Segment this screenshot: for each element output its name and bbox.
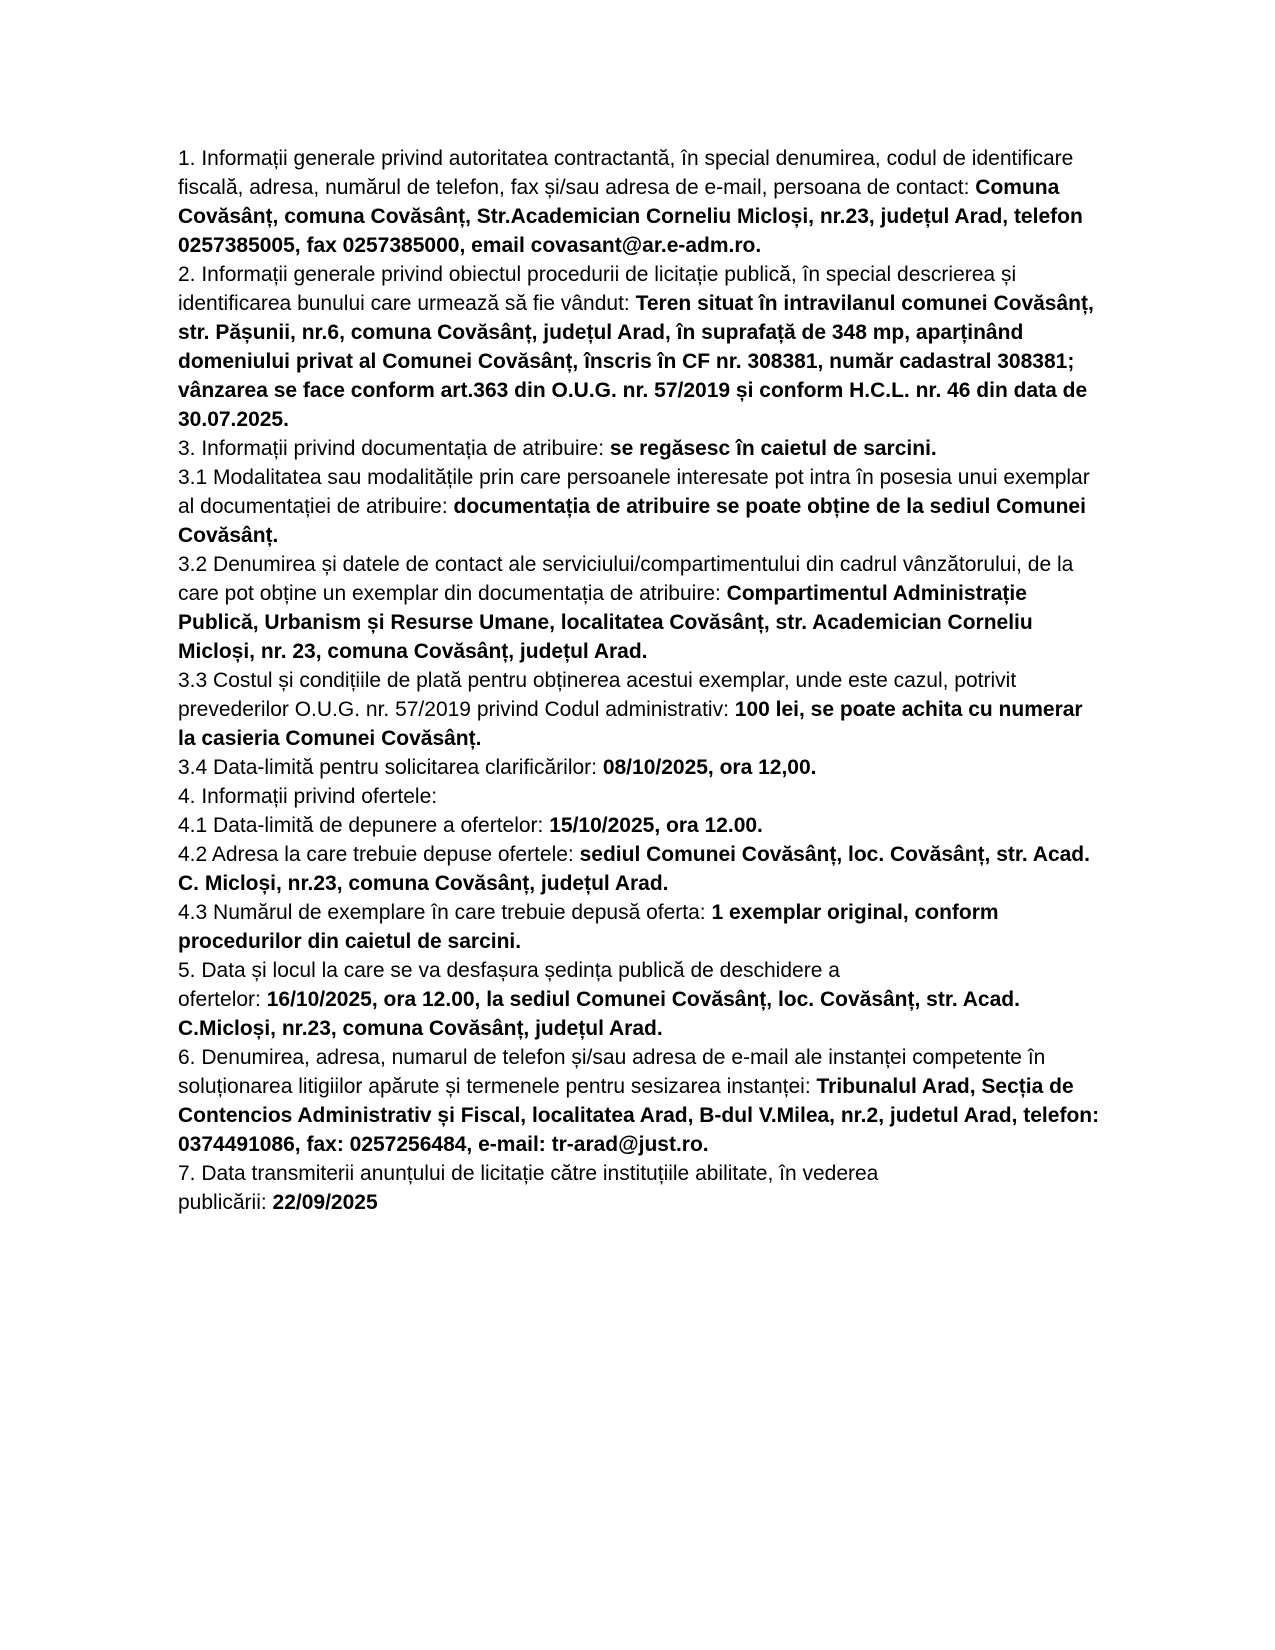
paragraph-item-1-autoritate-contractanta (178, 144, 1103, 260)
text-run: 3. Informații privind documentația de atribuire: (178, 437, 610, 460)
paragraph-item-3-3-cost-plata (178, 666, 1103, 753)
paragraph-item-2-obiect-licitatie (178, 260, 1103, 434)
bold-run: 08/10/2025, ora 12,00. (602, 756, 817, 779)
bold-run: sediul Comunei Covăsânț, loc. Covăsânț, str. Acad. C. Micloși, nr.23, comuna Covăsânț, județul Arad. (178, 843, 1090, 895)
paragraph-item-3-1-modalitate-obtinere (178, 463, 1103, 550)
paragraph-item-4-1-data-limita-depunere (178, 811, 1103, 840)
text-run: 3.1 Modalitatea sau modalitățile prin care persoanele interesate pot intra în posesia unui exemplar al documentației de atribuire: (178, 466, 1090, 518)
paragraph-item-4-3-numar-exemplare (178, 898, 1103, 956)
bold-run: documentația de atribuire se poate obține de la sediul Comunei Covăsânț. (178, 495, 1086, 547)
text-run: 7. Data transmiterii anunțului de licitație către instituțiile abilitate, în vederea (178, 1162, 879, 1185)
text-run: 2. Informații generale privind obiectul procedurii de licitație publică, în special descrierea și identificarea bunului care urmează să fie vândut: (178, 263, 1017, 315)
text-run: 3.3 Costul și condițiile de plată pentru obținerea acestui exemplar, unde este cazul, potrivit prevederilor O.U.G. nr. 57/2019 privind Codul administrativ: (178, 669, 1017, 721)
text-run: publicării: (178, 1191, 273, 1214)
bold-run: Comuna Covăsânț, comuna Covăsânț, Str.Academician Corneliu Micloși, nr.23, județul Arad, telefon 0257385005, fax 0257385000, email covasant@ar.e-adm.ro. (178, 176, 1083, 257)
text-run: 3.4 Data-limită pentru solicitarea clarificărilor: (178, 756, 603, 779)
bold-run: 22/09/2025 (272, 1191, 378, 1214)
bold-run: se regăsesc în caietul de sarcini. (609, 437, 937, 460)
bold-run: 16/10/2025, ora 12.00, la sediul Comunei Covăsânț, loc. Covăsânț, str. Acad. C.Micloși, nr.23, comuna Covăsânț, județul Arad. (178, 988, 1020, 1040)
text-run: 4.2 Adresa la care trebuie depuse ofertele: (178, 843, 580, 866)
paragraph-item-3-4-data-limita-clarificari (178, 753, 1103, 782)
text-run: 6. Denumirea, adresa, numarul de telefon și/sau adresa de e-mail ale instanței competente în soluționarea litigiilor apărute și termenele pentru sesizarea instanței: (178, 1046, 1046, 1098)
paragraph-item-4-informatii-oferte (178, 782, 1103, 811)
bold-run: 1 exemplar original, conform procedurilor din caietul de sarcini. (178, 901, 999, 953)
text-run: 5. Data și locul la care se va desfașura ședința publică de deschidere a (178, 959, 840, 982)
paragraph-item-6-instanta-competenta (178, 1043, 1103, 1159)
text-run: 1. Informații generale privind autoritatea contractantă, în special denumirea, codul de identificare fiscală, adresa, numărul de telefon, fax și/sau adresa de e-mail, persoana de contact: (178, 147, 1074, 199)
bold-run: Teren situat în intravilanul comunei Covăsânț, str. Pășunii, nr.6, comuna Covăsânț, județul Arad, în suprafață de 348 mp, aparținând domeniului privat al Comunei Covăsânț, înscris în CF nr. 308381, număr cadastral 308381; vânzarea se face conform art.363 din O.U.G. nr. 57/2019 și conform H.C.L. nr. 46 din data de 30.07.2025. (178, 292, 1094, 431)
paragraph-item-3-documentatie-atribuire (178, 434, 1103, 463)
text-run: 4.3 Numărul de exemplare în care trebuie depusă oferta: (178, 901, 712, 924)
bold-run: 100 lei, se poate achita cu numerar la casieria Comunei Covăsânț. (178, 698, 1083, 750)
bold-run: Tribunalul Arad, Secția de Contencios Administrativ și Fiscal, localitatea Arad, B-dul V.Milea, nr.2, judetul Arad, telefon: 0374491086, fax: 0257256484, e-mail: tr-arad@just.ro. (178, 1075, 1100, 1156)
text-run: ofertelor: (178, 988, 267, 1011)
text-run: 4.1 Data-limită de depunere a ofertelor: (178, 814, 550, 837)
text-run: 4. Informații privind ofertele: (178, 785, 438, 808)
bold-run: 15/10/2025, ora 12.00. (549, 814, 763, 837)
paragraph-item-7-data-transmitere (178, 1159, 1103, 1217)
bold-run: Compartimentul Administrație Publică, Urbanism și Resurse Umane, localitatea Covăsânț, str. Academician Corneliu Micloși, nr. 23, comuna Covăsânț, județul Arad. (178, 582, 1033, 663)
text-run: 3.2 Denumirea și datele de contact ale serviciului/compartimentului din cadrul vânzătorului, de la care pot obține un exemplar din documentația de atribuire: (178, 553, 1074, 605)
document-body (178, 144, 1103, 1217)
paragraph-item-5-sedinta-deschidere (178, 956, 1103, 1043)
paragraph-item-4-2-adresa-depunere (178, 840, 1103, 898)
paragraph-item-3-2-compartiment-contact (178, 550, 1103, 666)
